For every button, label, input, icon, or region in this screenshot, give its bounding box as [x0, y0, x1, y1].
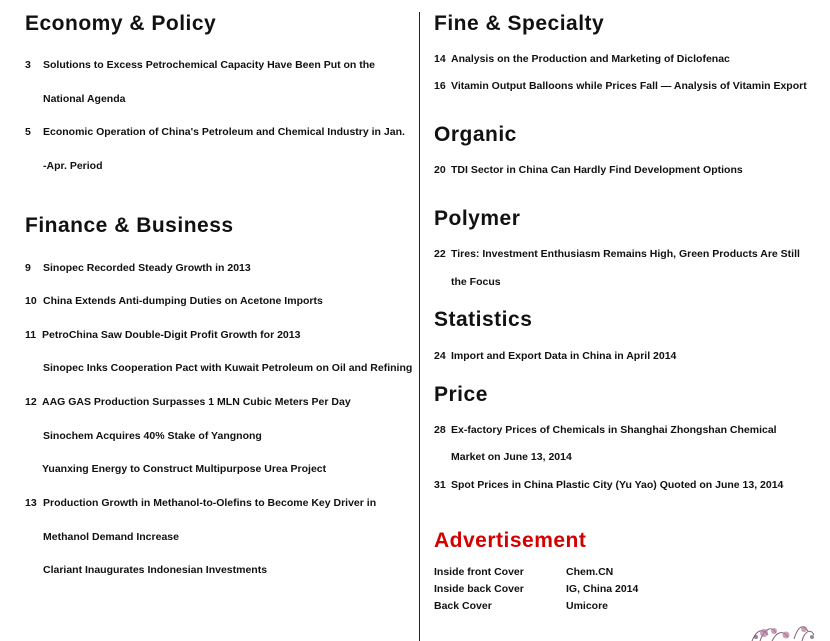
entry-title: AAG GAS Production Surpasses 1 MLN Cubic Meters Per Day — [42, 396, 351, 408]
entry-title: Ex-factory Prices of Chemicals in Shanghai Zhongshan Chemical — [451, 424, 777, 436]
entry-title: Production Growth in Methanol-to-Olefins to Become Key Driver in — [43, 497, 377, 509]
entry-title: National Agenda — [43, 93, 126, 105]
page-number: 10 — [25, 295, 37, 307]
page-number: 31 — [434, 479, 446, 491]
page-number: 28 — [434, 424, 446, 436]
entry-title: Vitamin Output Balloons while Prices Fall — Analysis of Vitamin Export — [451, 80, 807, 92]
entry-title: Spot Prices in China Plastic City (Yu Yao) Quoted on June 13, 2014 — [451, 479, 784, 491]
page-number: 22 — [434, 248, 446, 260]
section-title-price: Price — [434, 383, 488, 406]
section-title-economy: Economy & Policy — [25, 12, 217, 35]
section-title-fine-specialty: Fine & Specialty — [434, 12, 605, 35]
entry-title: Clariant Inaugurates Indonesian Investments — [43, 564, 268, 576]
ad-advertiser: Umicore — [566, 600, 609, 612]
page-number: 14 — [434, 53, 446, 65]
ad-advertiser: Chem.CN — [566, 566, 614, 578]
entry-title: Sinopec Recorded Steady Growth in 2013 — [43, 262, 251, 274]
entry-title: PetroChina Saw Double-Digit Profit Growth for 2013 — [42, 329, 301, 341]
page-number: 12 — [25, 396, 37, 408]
ad-placement: Back Cover — [434, 600, 492, 612]
entry-title: Sinochem Acquires 40% Stake of Yangnong — [43, 430, 262, 442]
entry-title: China Extends Anti-dumping Duties on Acetone Imports — [43, 295, 323, 307]
section-title-statistics: Statistics — [434, 308, 533, 331]
section-title-polymer: Polymer — [434, 207, 521, 230]
page-number: 5 — [25, 126, 31, 138]
entry-title: Sinopec Inks Cooperation Pact with Kuwait Petroleum on Oil and Refining — [43, 362, 413, 374]
entry-title: Analysis on the Production and Marketing of Diclofenac — [451, 53, 730, 65]
section-title-finance: Finance & Business — [25, 214, 234, 237]
decorative-flower-icon — [742, 605, 830, 641]
entry-title: -Apr. Period — [43, 160, 103, 172]
section-title-organic: Organic — [434, 123, 517, 146]
entry-title: Economic Operation of China's Petroleum and Chemical Industry in Jan. — [43, 126, 405, 138]
entry-title: Market on June 13, 2014 — [451, 451, 572, 463]
entry-title: Yuanxing Energy to Construct Multipurpose Urea Project — [42, 463, 327, 475]
page-number: 9 — [25, 262, 31, 274]
page-number: 13 — [25, 497, 37, 509]
entry-title: Solutions to Excess Petrochemical Capacity Have Been Put on the — [43, 59, 376, 71]
entry-title: Tires: Investment Enthusiasm Remains High, Green Products Are Still — [451, 248, 800, 260]
page-number: 20 — [434, 164, 446, 176]
section-title-advertisement: Advertisement — [434, 529, 587, 552]
entry-title: the Focus — [451, 276, 501, 288]
page-number: 24 — [434, 350, 446, 362]
column-divider — [419, 12, 420, 641]
ad-placement: Inside back Cover — [434, 583, 524, 595]
page-number: 16 — [434, 80, 446, 92]
entry-title: Import and Export Data in China in April 2014 — [451, 350, 677, 362]
entry-title: TDI Sector in China Can Hardly Find Development Options — [451, 164, 743, 176]
entry-title: Methanol Demand Increase — [43, 531, 179, 543]
ad-advertiser: IG, China 2014 — [566, 583, 639, 595]
ad-placement: Inside front Cover — [434, 566, 524, 578]
page-number: 11 — [25, 329, 37, 341]
page-number: 3 — [25, 59, 31, 71]
